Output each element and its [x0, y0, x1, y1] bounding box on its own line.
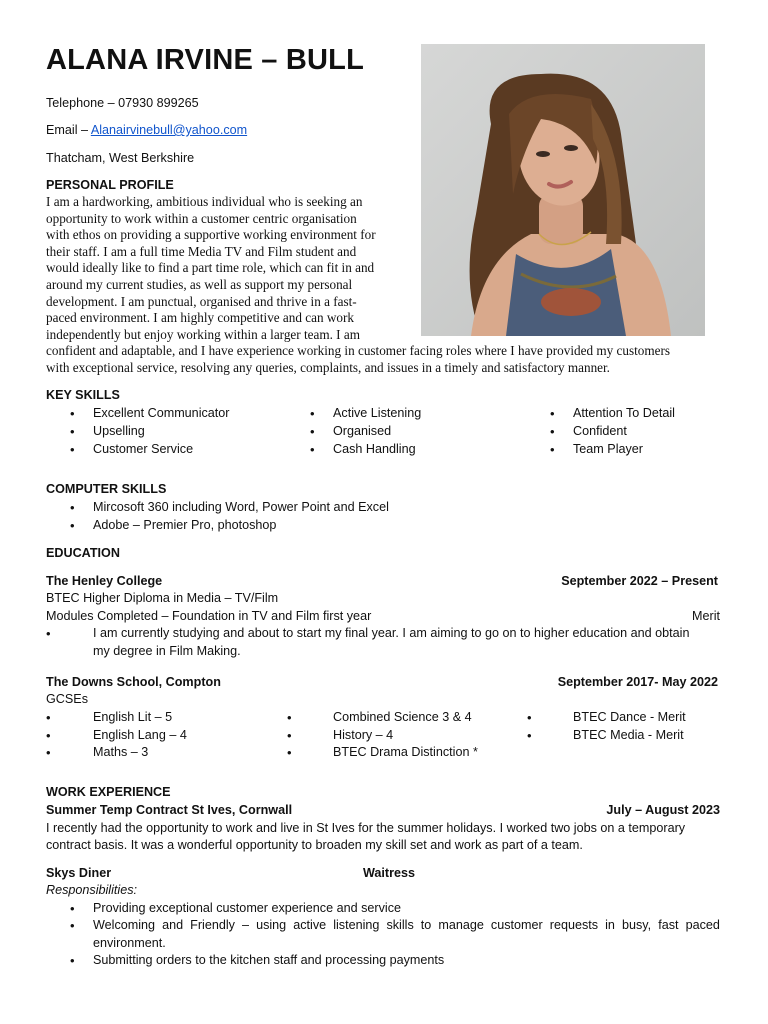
grade-item: English Lang – 4	[93, 728, 187, 742]
responsibilities-label: Responsibilities:	[46, 883, 137, 897]
skill-item: Cash Handling	[333, 442, 416, 456]
bullet-icon: •	[310, 442, 315, 457]
portrait-photo-icon	[421, 44, 705, 336]
profile-text	[46, 194, 406, 343]
bullet-icon: •	[287, 745, 292, 760]
skill-item: Attention To Detail	[573, 406, 675, 420]
grade-item: History – 4	[333, 728, 394, 742]
location: Thatcham, West Berkshire	[46, 151, 195, 165]
telephone: Telephone – 07930 899265	[46, 96, 199, 110]
email-link[interactable]: Alanairvinebull@yahoo.com	[90, 123, 248, 137]
profile-line: their staff. I am a full time Media TV and Film student and	[46, 243, 357, 259]
word: listening	[333, 918, 380, 932]
profile-line: paced environment. I am highly competitive and can work	[46, 310, 354, 326]
grade: Merit	[692, 609, 720, 623]
word: customer	[490, 918, 543, 932]
bullet-icon: •	[287, 728, 292, 743]
education-note: my degree in Film Making.	[93, 644, 241, 658]
qualification: GCSEs	[46, 692, 88, 706]
profile-line: development. I am punctual, organised and thrive in a fast-	[46, 293, 357, 309]
bullet-icon: •	[550, 442, 555, 457]
school-name: The Downs School, Compton	[46, 675, 221, 689]
bullet-icon: •	[527, 710, 532, 725]
computer-skill-item: Mircosoft 360 including Word, Power Point and Excel	[93, 500, 389, 514]
bullet-icon: •	[70, 918, 75, 933]
profile-line: independently but enjoy working within a larger team. I am	[46, 326, 360, 342]
role-description: contract basis. It was a wonderful opportunity to broaden my skill set and work as part of a team.	[46, 838, 583, 852]
role-dates: July – August 2023	[606, 803, 720, 817]
computer-skill-item: Adobe – Premier Pro, photoshop	[93, 518, 277, 532]
word: Friendly	[190, 918, 235, 932]
grade-item: Maths – 3	[93, 745, 149, 759]
email-line	[46, 123, 247, 137]
bullet-icon: •	[550, 406, 555, 421]
grade-item: BTEC Dance - Merit	[573, 710, 686, 724]
key-skills-heading: KEY SKILLS	[46, 388, 120, 402]
word: paced	[685, 918, 720, 932]
profile-text-wide	[46, 343, 670, 376]
candidate-name: ALANA IRVINE – BULL	[46, 44, 364, 76]
responsibility-item: Submitting orders to the kitchen staff and processing payments	[93, 953, 445, 967]
profile-photo	[421, 44, 705, 336]
skill-item: Team Player	[573, 442, 643, 456]
responsibility-item: environment.	[93, 936, 166, 950]
school-name: The Henley College	[46, 574, 163, 588]
school-dates: September 2017- May 2022	[557, 675, 718, 689]
word: requests	[549, 918, 599, 932]
profile-line: opportunity to work within a customer centric organisation	[46, 210, 357, 226]
bullet-icon: •	[70, 424, 75, 439]
word: busy,	[621, 918, 652, 932]
work-heading: WORK EXPERIENCE	[46, 785, 171, 799]
profile-heading: PERSONAL PROFILE	[46, 178, 174, 192]
grade-item: BTEC Media - Merit	[573, 728, 684, 742]
bullet-icon: •	[550, 424, 555, 439]
bullet-icon: •	[46, 745, 51, 760]
education-note: I am currently studying and about to start my final year. I am aiming to go on to higher education and obtain	[93, 626, 690, 640]
bullet-icon: •	[46, 710, 51, 725]
job-title: Waitress	[363, 866, 416, 880]
skill-item: Organised	[333, 424, 392, 438]
responsibility-item	[93, 918, 720, 932]
computer-skills-heading: COMPUTER SKILLS	[46, 482, 167, 496]
profile-line: confident and adaptable, and I have experience working in customer facing roles where I have provided my customers	[46, 343, 670, 358]
bullet-icon: •	[70, 500, 75, 515]
employer: Skys Diner	[46, 866, 112, 880]
role-description: I recently had the opportunity to work and live in St Ives for the summer holidays. I worked two jobs on a temporary	[46, 821, 686, 835]
skill-item: Excellent Communicator	[93, 406, 230, 420]
skill-item: Active Listening	[333, 406, 422, 420]
grade-item: Combined Science 3 & 4	[333, 710, 472, 724]
word: manage	[438, 918, 484, 932]
profile-line: around my current studies, as well as support my personal	[46, 276, 353, 292]
modules-line: Modules Completed – Foundation in TV and Film first year	[46, 609, 372, 623]
word: in	[605, 918, 615, 932]
bullet-icon: •	[70, 518, 75, 533]
word: –	[242, 918, 250, 932]
bullet-icon: •	[310, 424, 315, 439]
bullet-icon: •	[70, 406, 75, 421]
profile-line: would ideally like to find a part time role, which can fit in and	[46, 260, 375, 276]
word: to	[420, 918, 432, 932]
responsibility-item: Providing exceptional customer experience and service	[93, 901, 402, 915]
bullet-icon: •	[46, 728, 51, 743]
profile-line: with exceptional service, resolving any queries, complaints, and issues in a timely and satisfactory manner.	[46, 359, 610, 375]
skill-item: Customer Service	[93, 442, 194, 456]
bullet-icon: •	[70, 901, 75, 916]
word: fast	[658, 918, 679, 932]
bullet-icon: •	[70, 442, 75, 457]
skill-item: Upselling	[93, 424, 145, 438]
role-title: Summer Temp Contract St Ives, Cornwall	[46, 803, 293, 817]
profile-line: with ethos on providing a supportive working environment for	[46, 227, 376, 243]
word: skills	[386, 918, 414, 932]
skill-item: Confident	[573, 424, 627, 438]
bullet-icon: •	[287, 710, 292, 725]
word: Welcoming	[93, 918, 156, 932]
bullet-icon: •	[310, 406, 315, 421]
word: using	[256, 918, 287, 932]
bullet-icon: •	[527, 728, 532, 743]
bullet-icon: •	[70, 953, 75, 968]
profile-line: I am a hardworking, ambitious individual who is seeking an	[46, 194, 363, 209]
bullet-icon: •	[46, 626, 51, 641]
grade-item: English Lit – 5	[93, 710, 173, 724]
grade-item: BTEC Drama Distinction *	[333, 745, 478, 759]
course-name: BTEC Higher Diploma in Media – TV/Film	[46, 591, 279, 605]
word: and	[162, 918, 184, 932]
education-heading: EDUCATION	[46, 546, 120, 560]
word: active	[293, 918, 327, 932]
school-dates: September 2022 – Present	[561, 574, 718, 588]
email-label: Email –	[46, 123, 91, 137]
